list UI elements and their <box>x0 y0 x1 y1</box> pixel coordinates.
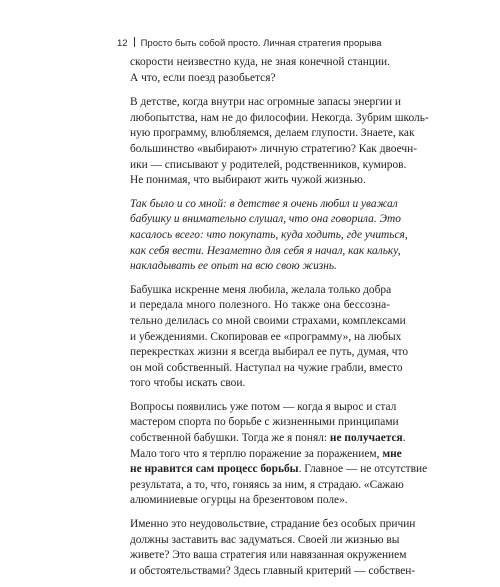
text-line: ики — списывают у родителей, родственников, кумиров. <box>130 158 407 171</box>
text-line: алюминиевые огурцы на брезентовом поле». <box>130 494 348 507</box>
running-header <box>117 37 437 49</box>
text-line: ную программу, влюбляемся, делаем глупости. Знаете, как <box>130 127 415 140</box>
page-body <box>130 55 429 587</box>
text-segment: собственной бабушки. Тогда же я понял: <box>130 432 330 445</box>
text-line: собственной бабушки. Тогда же я понял: не получается. <box>130 432 406 445</box>
running-title: Просто быть собой просто. Личная стратегия прорыва <box>140 38 382 49</box>
text-line: касалось всего: что покупать, куда ходить, где учиться, <box>130 228 408 241</box>
text-line: и убеждениями. Скопировав ее «программу», на любых <box>130 330 402 343</box>
text-line: как себя вести. Незаметно для себя я начал, как кальку, <box>130 244 401 257</box>
text-segment: Мало того что я терплю поражение за поражением, <box>130 447 383 460</box>
text-segment: . Главное — не отсутствие <box>298 463 428 476</box>
text-line: живете? Это ваша стратегия или навязанная окружением <box>130 549 407 562</box>
paragraph-6 <box>130 517 416 579</box>
text-line: мастером спорта по борьбе с жизненными принципами <box>130 416 399 429</box>
text-line: А что, если поезд разобьется? <box>130 71 276 84</box>
text-line: Так было и со мной: в детстве я очень любил и уважал <box>130 197 398 210</box>
text-line: результата, а то, что, гоняясь за ним, я страдаю. «Сажаю <box>130 478 404 491</box>
text-line: бабушку и внимательно слушал, что она говорила. Это <box>130 213 401 226</box>
paragraph-1 <box>130 55 390 86</box>
text-line: Бабушка искренне меня любила, желала только добра <box>130 283 392 296</box>
text-line: любопытства, нам не до философии. Некогда. Зубрим школь- <box>130 111 429 124</box>
text-line: он мой собственный. Наступал на чужие грабли, вместо <box>130 361 403 374</box>
text-line: накладывать ее опыт на всю свою жизнь. <box>130 260 337 273</box>
text-line: того чтобы искать свои. <box>130 377 246 390</box>
text-line: скорости неизвестно куда, не зная конечной станции. <box>130 56 390 68</box>
paragraph-5 <box>130 400 428 509</box>
text-line: перекрестках жизни я всегда выбирал ее путь, думая, что <box>130 346 409 359</box>
paragraph-3-italic <box>130 197 408 275</box>
page-number: 12 <box>117 38 128 49</box>
text-line: большинство «выбирают» личную стратегию? Как двоечн- <box>130 142 418 155</box>
text-line: и передала много полезного. Но также она бессозна- <box>130 299 390 312</box>
bold-emphasis: мне <box>382 447 402 460</box>
text-line: Не понимая, что выбирают жить чужой жизнью. <box>130 174 366 187</box>
text-line <box>130 447 402 463</box>
text-line: В детстве, когда внутри нас огромные запасы энергии и <box>130 96 401 109</box>
header-divider <box>134 37 135 47</box>
text-line: должны заставить вас задуматься. Своей ли жизнью вы <box>130 533 400 546</box>
bold-emphasis: не нравится сам процесс борьбы <box>130 463 299 476</box>
text-line: и обстоятельствами? Здесь главный критерий — собствен- <box>130 564 416 577</box>
text-line <box>130 462 428 478</box>
text-line: Именно это неудовольствие, страдание без особых причин <box>130 518 416 531</box>
bold-emphasis: не получается <box>329 432 403 445</box>
text-line: Вопросы появились уже потом — когда я вырос и стал <box>130 400 397 413</box>
paragraph-4 <box>130 283 409 392</box>
paragraph-2 <box>130 95 429 189</box>
text-line: тельно делилась со мной своими страхами, комплексами <box>130 314 406 327</box>
